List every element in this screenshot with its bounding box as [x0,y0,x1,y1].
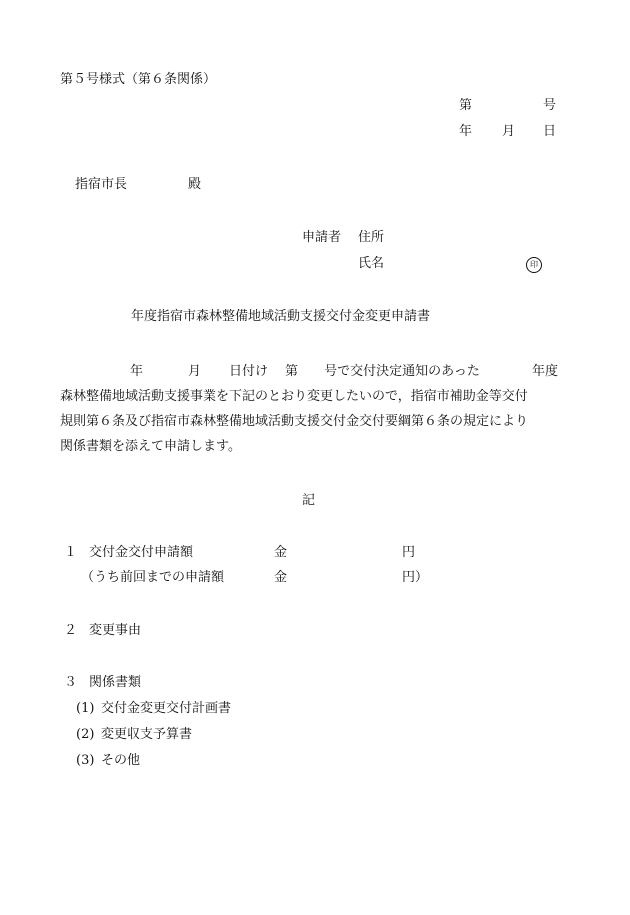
body-fiscal-year: 年度 [531,364,558,379]
item1-number: １ [64,545,78,560]
body-year: 年 [130,364,144,379]
item3-sub3-number: (3) [76,753,95,768]
item3-label: 関係書類 [89,675,142,690]
body-notice: 号で交付決定通知のあった [324,364,480,379]
item1-sub-label: （うち前回までの申請額 [81,570,225,585]
item1-yen: 円 [402,545,416,560]
body-dated: 日付け [229,364,269,379]
addressee-honorific: 殿 [188,177,202,192]
document-title: 年度指宿市森林整備地域活動支援交付金変更申請書 [131,309,431,324]
form-label: 第５号様式（第６条関係） [60,72,217,87]
number-suffix: 号 [543,98,557,113]
item3-sub2-label: 変更収支予算書 [101,727,193,742]
item2-number: ２ [64,623,78,638]
body-line-3: 規則第６条及び指宿市森林整備地域活動支援交付金交付要綱第６条の規定により [60,414,529,429]
item1-label: 交付金交付申請額 [89,545,194,560]
date-month: 月 [502,124,516,139]
body-paragraph [60,359,575,459]
applicant-name-label: 氏名 [358,256,385,271]
applicant-address-label: 住所 [358,230,385,245]
number-prefix: 第 [459,98,473,113]
item3-sub3-label: その他 [101,753,141,768]
seal-mark: 印 [526,257,542,273]
item3-sub1-number: (1) [76,701,95,716]
item3-sub1-label: 交付金変更交付計画書 [101,701,232,716]
body-line-2: 森林整備地域活動支援事業を下記のとおり変更したいので，指宿市補助金等交付 [60,389,528,404]
addressee-name: 指宿市長 [75,177,128,192]
body-month: 月 [188,364,202,379]
ki-heading: 記 [302,493,316,508]
item2-label: 変更事由 [89,623,142,638]
item1-kin: 金 [274,545,288,560]
item3-number: ３ [64,675,78,690]
item3-sub2-number: (2) [76,727,95,742]
item1-sub-kin: 金 [274,570,288,585]
body-line-4: 関係書類を添えて申請します。 [60,439,241,454]
body-line-1 [60,359,575,384]
applicant-role: 申請者 [302,230,342,245]
date-year: 年 [459,124,473,139]
date-day: 日 [543,124,557,139]
body-number: 第 [285,364,299,379]
item1-sub-yen: 円） [402,570,429,585]
